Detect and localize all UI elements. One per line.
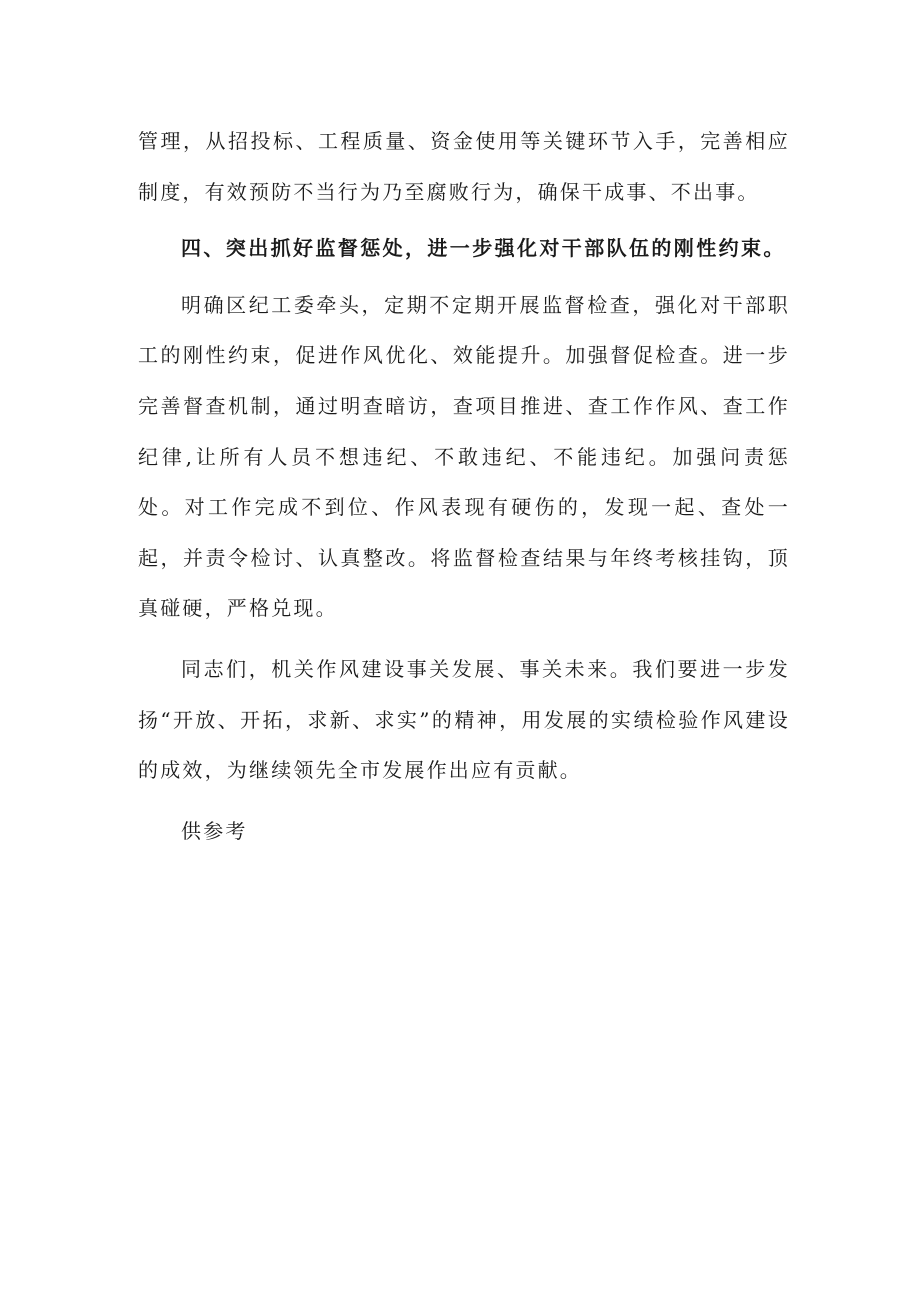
- paragraph-supervision: 明确区纪工委牵头，定期不定期开展监督检查，强化对干部职工的刚性约束，促进作风优化、效能提升。加强督促检查。进一步完善督查机制，通过明查暗访，查项目推进、查工作作风、查工作纪律,让所有人员不想违纪、不敢违纪、不能违纪。加强问责惩处。对工作完成不到位、作风表现有硬伤的，发现一起、查处一起，并责令检讨、认真整改。将监督检查结果与年终考核挂钩，顶真碰硬，严格兑现。: [138, 292, 790, 621]
- paragraph-conclusion: 同志们，机关作风建设事关发展、事关未来。我们要进一步发扬“开放、开拓，求新、求实”的精神，用发展的实绩检验作风建设的成效，为继续领先全市发展作出应有贡献。: [138, 656, 790, 783]
- section-heading: 四、突出抓好监督惩处，进一步强化对干部队伍的刚性约束。: [181, 236, 786, 261]
- closing-note: 供参考: [181, 818, 248, 843]
- paragraph-continued: 管理，从招投标、工程质量、资金使用等关键环节入手，完善相应制度，有效预防不当行为乃至腐败行为，确保干成事、不出事。: [138, 129, 790, 204]
